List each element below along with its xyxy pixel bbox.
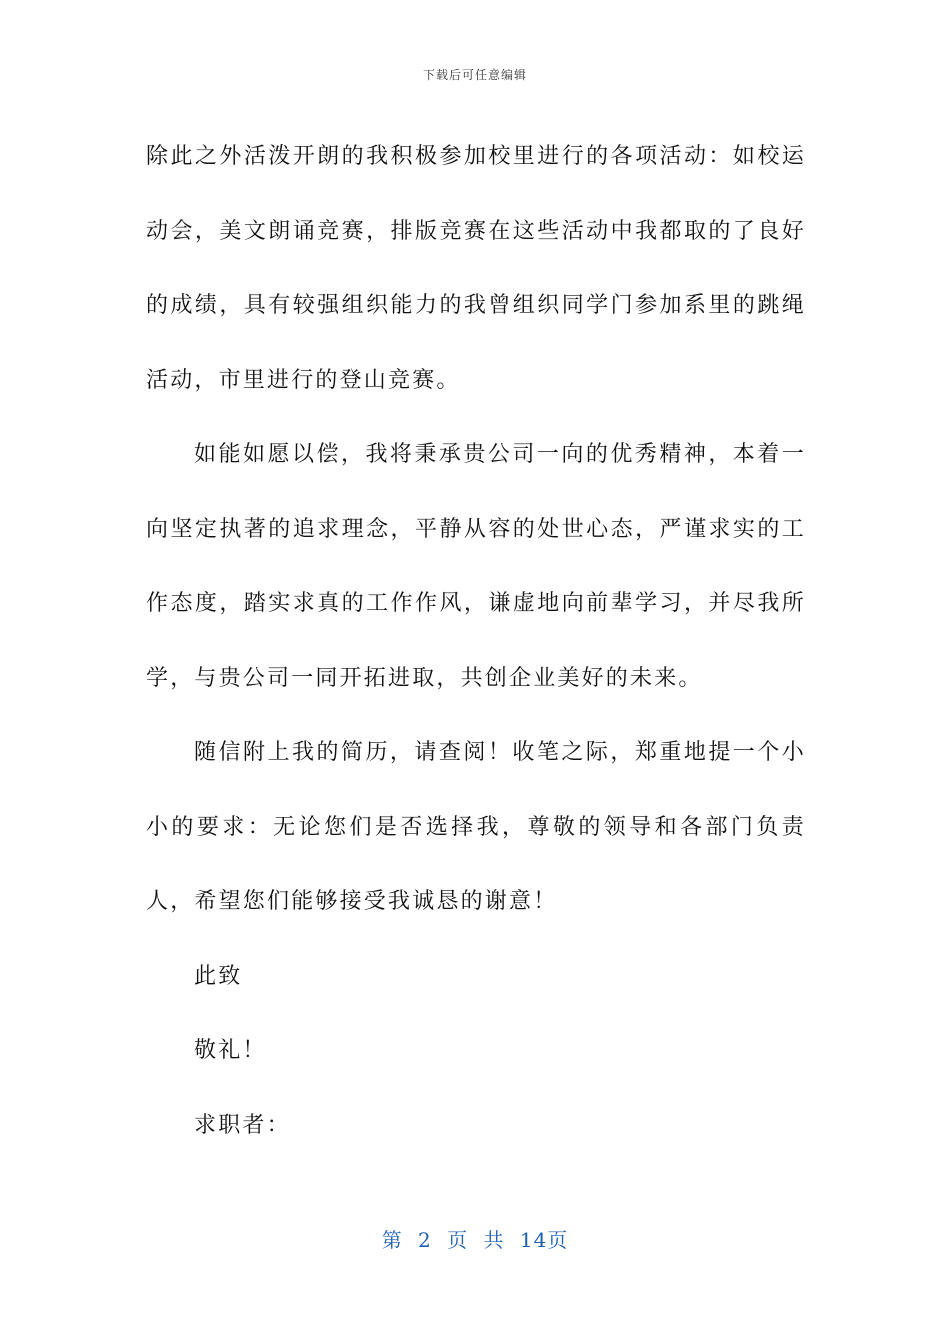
letter-body bbox=[146, 120, 806, 1163]
paragraph-thanks: 随信附上我的简历，请查阅！收笔之际，郑重地提一个小小的要求：无论您们是否选择我，尊敬的领导和各部门负责人，希望您们能够接受我诚恳的谢意！ bbox=[146, 740, 806, 914]
header-note: 下载后可任意编辑 bbox=[422, 68, 527, 82]
paragraph-commitment: 如能如愿以偿，我将秉承贵公司一向的优秀精神，本着一向坚定执著的追求理念，平静从容的处世心态，严谨求实的工作态度，踏实求真的工作作风，谦虚地向前辈学习，并尽我所学，与贵公司一同开拓进取，共创企业美好的未来。 bbox=[146, 442, 806, 691]
closing-signature-label: 求职者： bbox=[194, 1112, 291, 1138]
closing-regards: 敬礼！ bbox=[194, 1038, 267, 1063]
page-number-footer: 第 2 页 共 14页 bbox=[381, 1228, 569, 1252]
closing-salutation: 此致 bbox=[194, 963, 243, 989]
paragraph-activities: 除此之外活泼开朗的我积极参加校里进行的各项活动：如校运动会，美文朗诵竞赛，排版竞赛在这些活动中我都取的了良好的成绩，具有较强组织能力的我曾组织同学门参加系里的跳绳活动，市里进行的登山竞赛。 bbox=[146, 144, 806, 393]
